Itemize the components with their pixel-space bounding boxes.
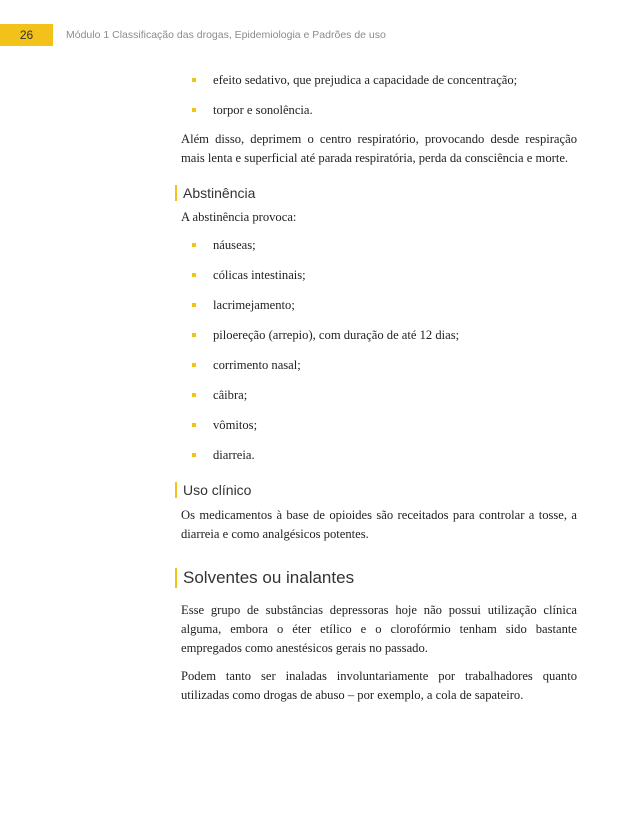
paragraph-uso-clinico: Os medicamentos à base de opioides são receitados para controlar a tosse, a diarreia e como analgésicos potentes. <box>181 508 577 541</box>
bullet-list-abstinencia <box>175 237 577 464</box>
paragraph-solventes-1: Esse grupo de substâncias depressoras hoje não possui utilização clínica alguma, embora o éter etílico e o clorofórmio tenham sido bastante empregados como anestésicos gerais no passado. <box>181 603 577 655</box>
list-item: diarreia. <box>192 447 577 464</box>
paragraph-abstinencia-intro: A abstinência provoca: <box>181 210 297 224</box>
heading-solventes: Solventes ou inalantes <box>175 568 577 588</box>
square-bullet-icon <box>192 78 196 82</box>
list-item: lacrimejamento; <box>192 297 577 314</box>
list-item: cólicas intestinais; <box>192 267 577 284</box>
square-bullet-icon <box>192 393 196 397</box>
list-item: torpor e sonolência. <box>192 102 577 119</box>
list-item: piloereção (arrepio), com duração de até 12 dias; <box>192 327 577 344</box>
list-item: corrimento nasal; <box>192 357 577 374</box>
square-bullet-icon <box>192 423 196 427</box>
main-content <box>175 72 577 714</box>
square-bullet-icon <box>192 108 196 112</box>
list-item: câibra; <box>192 387 577 404</box>
paragraph-depress: Além disso, deprimem o centro respiratório, provocando desde respiração mais lenta e superficial até parada respiratória, perda da consciência e morte. <box>181 132 577 165</box>
square-bullet-icon <box>192 453 196 457</box>
bullet-list-effects <box>175 72 577 119</box>
square-bullet-icon <box>192 303 196 307</box>
heading-abstinencia: Abstinência <box>175 185 577 201</box>
page-header <box>0 24 638 46</box>
square-bullet-icon <box>192 333 196 337</box>
square-bullet-icon <box>192 363 196 367</box>
list-item: vômitos; <box>192 417 577 434</box>
list-item: efeito sedativo, que prejudica a capacidade de concentração; <box>192 72 577 89</box>
square-bullet-icon <box>192 243 196 247</box>
heading-uso-clinico: Uso clínico <box>175 482 577 498</box>
running-head: Módulo 1 Classificação das drogas, Epidemiologia e Padrões de uso <box>66 29 386 41</box>
page-number: 26 <box>0 24 53 46</box>
square-bullet-icon <box>192 273 196 277</box>
paragraph-solventes-2: Podem tanto ser inaladas involuntariamente por trabalhadores quanto utilizadas como drogas de abuso – por exemplo, a cola de sapateiro. <box>181 669 577 702</box>
list-item: náuseas; <box>192 237 577 254</box>
